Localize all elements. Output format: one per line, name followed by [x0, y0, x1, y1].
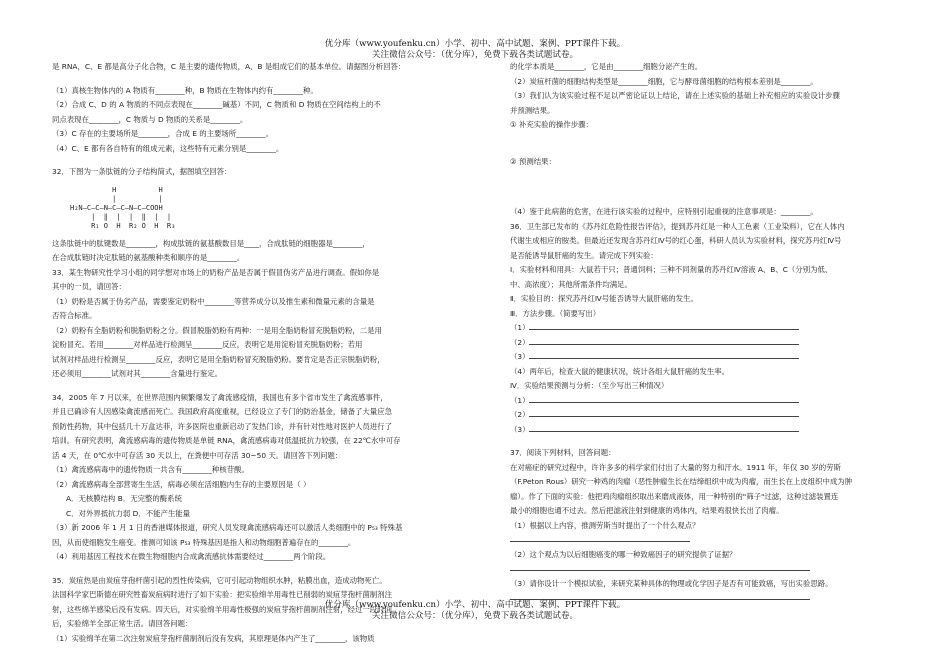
q34-stem-c: 预防性药物，其中包括几十万盒达菲，许多医院也重新启动了发热门诊，并有针对性地对医护人员进行了 [52, 421, 392, 431]
peptide-line-5: R₁ O H R₂ O H R₃ [70, 221, 176, 230]
q36-stem-c: 是否能诱导鼠肝癌的发生。请完成下列实验： [510, 250, 658, 260]
q36-result-2: （2） [510, 408, 915, 423]
page-header [0, 39, 950, 61]
page-footer [0, 600, 950, 622]
q36-step-2: （2） [510, 336, 915, 351]
q37-material-d: 最小的细胞也通不过去。然后把滤液注射到健康的鸡体内，结果鸡很快长出了肉瘤。 [510, 506, 784, 515]
q33-part2: （2）奶粉有全脂奶粉和脱脂奶粉之分。假冒脱脂奶粉有两种：一是用全脂奶粉冒充脱脂奶粉，二是用 [52, 325, 382, 335]
q35-part4: （4）鉴于此病菌的危害，在进行该实验的过程中，应特别引起重视的注意事项是：________。 [510, 207, 818, 216]
q36-purpose: Ⅱ．实验目的：探究苏丹红Ⅳ号能否诱导大鼠肝癌的发生。 [510, 294, 698, 303]
header-line-1: 优分库（www.youfenku.cn）小学、初中、高中试题、案例、PPT课件下载。 [324, 39, 626, 49]
q34-part3: （3）新 2006 年 1 月 1 日的香港媒体报道，研究人员发现禽流感病毒还可以激活人类细胞中的 P₅₃ 特殊基 [52, 523, 403, 532]
q36-stem-a: 36．卫生部已发布的《苏丹红危险性报告评估》，提到苏丹红是一种人工色素（工业染料），它在人体内 [510, 221, 845, 231]
q35-part1-cont: 的化学本质是________，它是由________细胞分泌产生的。 [510, 62, 703, 71]
q33-stem-b: 其中的一员，请回答： [52, 282, 126, 291]
q31-part1: （1）真核生物体内的 A 物质有________种，B 物质在生物体内约有________种。 [52, 85, 318, 95]
left-intro: 是 RNA，C、E 都是高分子化合物，C 是主要的遗传物质，A、B 是组成它们的基本单位。请据图分析回答： [52, 62, 406, 71]
peptide-line-3: H₂N—C—C—N—C—C—N—C—COOH [70, 203, 163, 212]
q31-part4: （4）C、E 都有各自特有的组成元素，这些特有元素分别是________。 [52, 143, 284, 153]
q35-steps-label: ① 补充实验的操作步骤： [510, 120, 593, 129]
q36-materials: Ⅰ．实验材料和用具：大鼠若干只；普通饲料；三种不同剂量的苏丹红Ⅳ溶液 A、B、C（分别为低、 [510, 265, 833, 274]
q33-part2-cont3: 还必须用________试剂对其________含量进行鉴定。 [52, 369, 222, 378]
q33-part2-cont1: 淀粉冒充。若用________对样品进行检测呈________反应，表明它是用淀粉冒充脱脂奶粉；若用 [52, 340, 363, 349]
q34-option-ab: A．无核膜结构 B．无完整的酶系统 [66, 494, 182, 503]
q36-result-3: （3） [510, 423, 915, 438]
q33-stem-a: 33．某生物研究性学习小组的同学想对市场上的奶粉产品是否属于假冒伪劣产品进行调查。假如你是 [52, 267, 380, 277]
q36-step-3: （3） [510, 350, 915, 365]
q34-part3-cont: 因，从而使细胞发生癌变。推测可知该 P₅₃ 特殊基因是指人和动物细胞普遍存在的________。 [52, 537, 356, 547]
q34-part2: （2）禽流感病毒全部营寄生生活，病毒必须在活细胞内生存的主要原因是（ ） [52, 479, 311, 489]
q32-question-a: 这条肽链中的肽键数是________，构成肽链的氨基酸数目是____，合成肽链的细胞器是________， [52, 238, 370, 248]
q37-stem: 37．阅读下列材料，回答问题： [510, 448, 616, 457]
q36-result-1: （1） [510, 394, 915, 409]
q31-part2: （2）合成 C、D 的 A 物质的不同点表现在________碱基）不同，C 物质和 D 物质在空间结构上的不 [52, 100, 381, 109]
q35-stem-b: 法国科学家巴斯德在研究牲畜炭疽病时进行了如下实验：把实验绵羊用毒性已削弱的炭疽芽孢杆菌制剂注 [52, 590, 392, 599]
footer-line-1: 优分库（www.youfenku.cn）小学、初中、高中试题、案例、PPT课件下载。 [324, 600, 626, 610]
q32-question-b: 在合成肽链时决定肽链的氨基酸种类和顺序的是________。 [52, 253, 245, 262]
q37-part3: （3）请你设计一个模拟试验，来研究某种具体的物理或化学因子是否有可能致癌，写出实验思路。 [510, 578, 833, 588]
q33-part1: （1）奶粉是否属于伪劣产品，需要鉴定奶粉中________等营养成分以及推生素和微量元素的含量是 [52, 296, 375, 306]
q35-result-label: ② 预测结果： [510, 156, 556, 166]
q32-stem: 32．下图为一条肽链的分子结构简式，据图填空回答： [52, 167, 232, 176]
answer-line [510, 533, 690, 542]
q37-material-a: 在对癌症的研究过程中，许许多多的科学家们付出了大量的努力和汗水。1911 年，年仅 30 岁的劳斯 [510, 462, 841, 472]
q34-part4: （4）利用基因工程技术在微生物细胞内合成禽流感抗体需要经过________两个阶段。 [52, 552, 331, 561]
q35-part2: （2）炭疽杆菌的细胞结构类型是________细胞，它与酵母菌细胞的结构根本差别是________。 [510, 76, 818, 86]
q37-material-c: 瘤）。作了下面的实验：他把鸡肉瘤组织取出来磨成液体，用一种特别的"筛子"过滤，这种过滤装置连 [510, 491, 839, 501]
peptide-line-1: H H [70, 185, 163, 194]
q31-part3: （3）C 存在的主要场所是________，合成 E 的主要场所________。 [52, 129, 274, 138]
q36-step-4: （4）两年后，检查大鼠的健康状况，统计各组大鼠肝癌的发生率。 [510, 366, 730, 376]
q35-stem-c: 射，这些绵羊感染后没有发病。四天后，对实验绵羊用毒性极强的炭疽芽孢杆菌制剂注射，经过一段时间 [52, 604, 392, 614]
q33-part1-cont: 否符合标准。 [52, 311, 97, 320]
q34-stem-e: 活 4 天，在 0℃水中可存活 30 天以上，在粪便中可存活 30~50 天。请回答下列问题： [52, 450, 343, 460]
q34-stem-d: 培训。有研究表明，禽流感病毒的遗传物质是单链 RNA，禽流感病毒对低温抵抗力较强，在 22℃水中可存 [52, 436, 401, 445]
header-line-2: 关注微信公众号：（优分库），免费下载各类试题试卷。 [371, 50, 579, 60]
q35-part1: （1）实验绵羊在第二次注射炭疽芽孢杆菌制剂后没有发病，其原理是体内产生了________，该物质 [52, 633, 375, 643]
q34-stem-b: 并且已确诊有人因感染禽流感而死亡。我国政府高度重视，已经设立了专门的防治基金，储备了大量应急 [52, 407, 392, 416]
q34-option-cd: C．对外界抵抗力弱 D．不能产生能量 [66, 508, 191, 518]
q36-method-label: Ⅲ．方法步骤。（简要写出） [510, 308, 601, 318]
q33-part2-cont2: 试剂对样品进行检测呈________反应，表明它是用全脂奶粉冒充脱脂奶粉。要肯定是否正宗脱脂奶粉， [52, 354, 385, 364]
q36-stem-b: 代谢生成相应的胺类。但最近还发现含苏丹红Ⅳ号的红心蛋，科研人员认为实验材料，探究苏丹红Ⅳ号 [510, 236, 842, 245]
q34-stem-a: 34．2005 年 7 月以来，在世界范围内频繁爆发了禽流感疫情，我国也有多个省市发生了禽流感事件， [52, 392, 388, 402]
right-column [510, 60, 915, 606]
peptide-line-4: | ‖ | | ‖ | | [70, 212, 172, 221]
q31-part2-cont: 同点表现在________，C 物质与 D 物质的关系是________。 [52, 114, 248, 124]
answer-line [510, 591, 810, 600]
q34-part1: （1）禽流感病毒中的遗传物质一共含有________种核苷酸。 [52, 465, 249, 474]
q35-part3-cont: 并预测结果。 [510, 105, 555, 115]
left-column [52, 60, 457, 646]
peptide-diagram [70, 186, 457, 231]
q36-materials-cont: 中、高浓度）；其他所需条件均满足。 [510, 279, 632, 289]
answer-line [510, 562, 810, 571]
footer-line-2: 关注微信公众号：（优分库），免费下载各类试题试卷。 [371, 611, 579, 621]
q37-part1: （1）根据以上内容，推测劳斯当时提出了一个什么观点？ [510, 520, 700, 530]
q37-material-b: （F.Peton Rous）研究一种鸡的肉瘤（恶性肿瘤生长在结缔组织中成为肉瘤，而生长在上皮组织中成为肿 [510, 477, 853, 486]
q36-step-1: （1） [510, 321, 915, 336]
peptide-line-2: | | [70, 194, 163, 203]
q36-result-label: Ⅳ．实验结果预测与分析：（至少写出三种情况） [510, 381, 669, 390]
q37-part2: （2）这个观点为以后细胞癌变的哪一种致癌因子的研究提供了证据？ [510, 549, 737, 559]
q35-part3: （3）我们认为该实验过程不足以严密论证以上结论，请在上述实验的基础上补充相应的实验设计步骤 [510, 91, 840, 100]
q35-stem-a: 35．炭疽热是由炭疽芽孢杆菌引起的烈性传染病，它可引起动物组织水肿，粘膜出血，造成动物死亡。 [52, 575, 387, 585]
q35-stem-d: 后，实验绵羊全部正常生活。请回答问题： [52, 619, 193, 628]
